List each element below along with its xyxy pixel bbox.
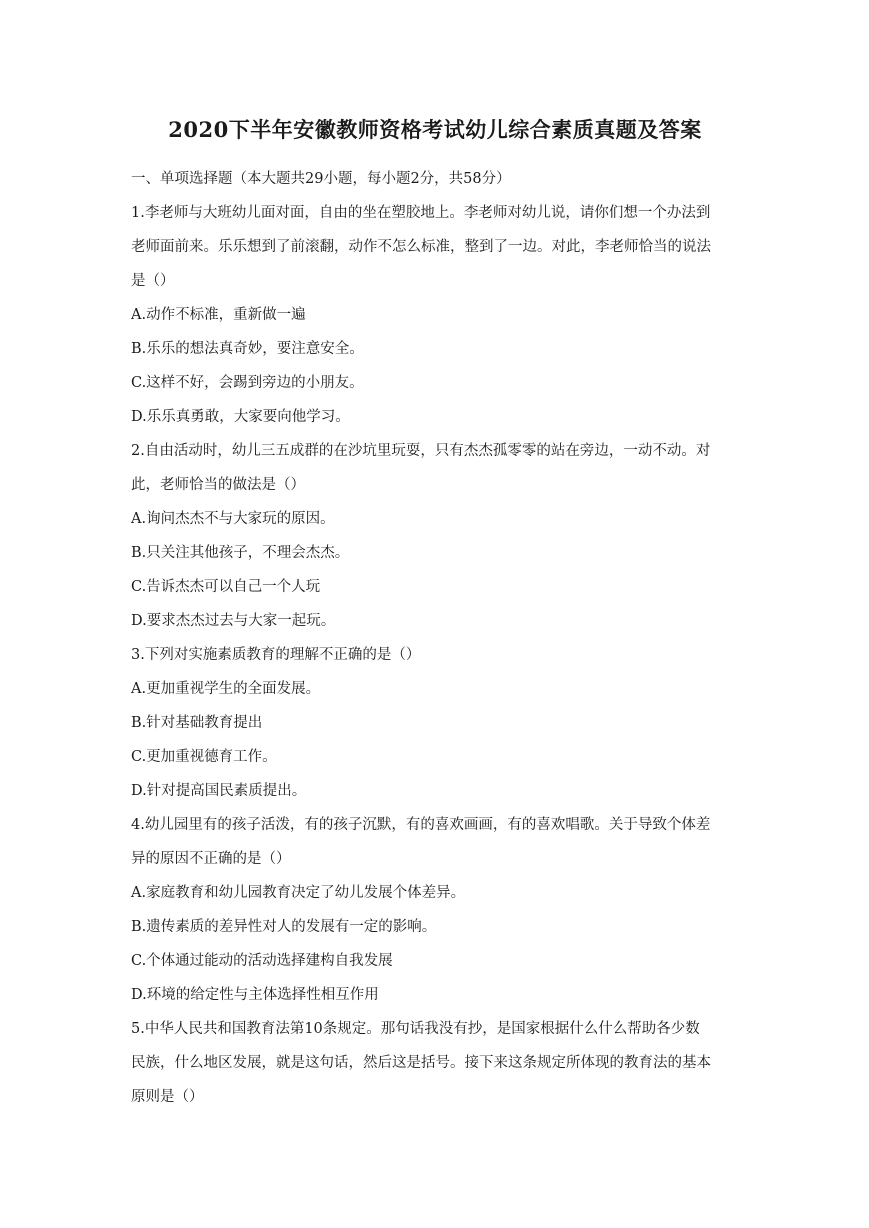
question-text-line: 5.中华人民共和国教育法第10条规定。那句话我没有抄，是国家根据什么什么帮助各少数	[131, 1021, 700, 1037]
option-d: D.针对提高国民素质提出。	[131, 783, 307, 799]
question-4	[131, 808, 739, 1012]
option-a: A.家庭教育和幼儿园教育决定了幼儿发展个体差异。	[131, 885, 466, 901]
question-text-line: 是（）	[131, 273, 175, 289]
option-d: D.环境的给定性与主体选择性相互作用	[131, 987, 379, 1003]
question-5	[131, 1012, 739, 1114]
question-text-line: 老师面前来。乐乐想到了前滚翻，动作不怎么标准，整到了一边。对此，李老师恰当的说法	[131, 239, 711, 255]
section-heading: 一、单项选择题（本大题共29小题，每小题2分，共58分）	[131, 171, 511, 187]
option-d: D.乐乐真勇敢，大家要向他学习。	[131, 409, 350, 425]
question-text-line: 3.下列对实施素质教育的理解不正确的是（）	[131, 647, 421, 663]
option-a: A.询问杰杰不与大家玩的原因。	[131, 511, 335, 527]
option-d: D.要求杰杰过去与大家一起玩。	[131, 613, 336, 629]
document-title: 2020下半年安徽教师资格考试幼儿综合素质真题及答案	[168, 117, 702, 142]
option-c: C.这样不好，会踢到旁边的小朋友。	[131, 375, 364, 391]
question-text-line: 1.李老师与大班幼儿面对面，自由的坐在塑胶地上。李老师对幼儿说，请你们想一个办法到	[131, 205, 711, 221]
question-text-line: 4.幼儿园里有的孩子活泼，有的孩子沉默，有的喜欢画画，有的喜欢唱歌。关于导致个体差	[131, 817, 711, 833]
question-text-line: 2.自由活动时，幼儿三五成群的在沙坑里玩耍，只有杰杰孤零零的站在旁边，一动不动。对	[131, 443, 711, 459]
question-1	[131, 196, 739, 434]
option-c: C.更加重视德育工作。	[131, 749, 277, 765]
option-b: B.遗传素质的差异性对人的发展有一定的影响。	[131, 919, 437, 935]
option-b: B.只关注其他孩子，不理会杰杰。	[131, 545, 350, 561]
option-c: C.告诉杰杰可以自己一个人玩	[131, 579, 321, 595]
question-text-line: 民族，什么地区发展，就是这句话，然后这是括号。接下来这条规定所体现的教育法的基本	[131, 1055, 711, 1071]
question-text-line: 此，老师恰当的做法是（）	[131, 477, 305, 493]
question-text-line: 异的原因不正确的是（）	[131, 851, 291, 867]
question-2	[131, 434, 739, 638]
option-c: C.个体通过能动的活动选择建构自我发展	[131, 953, 393, 969]
option-b: B.针对基础教育提出	[131, 715, 263, 731]
question-3	[131, 638, 739, 808]
option-a: A.更加重视学生的全面发展。	[131, 681, 321, 697]
question-text-line: 原则是（）	[131, 1089, 204, 1105]
option-b: B.乐乐的想法真奇妙，要注意安全。	[131, 341, 364, 357]
option-a: A.动作不标准，重新做一遍	[131, 307, 306, 323]
